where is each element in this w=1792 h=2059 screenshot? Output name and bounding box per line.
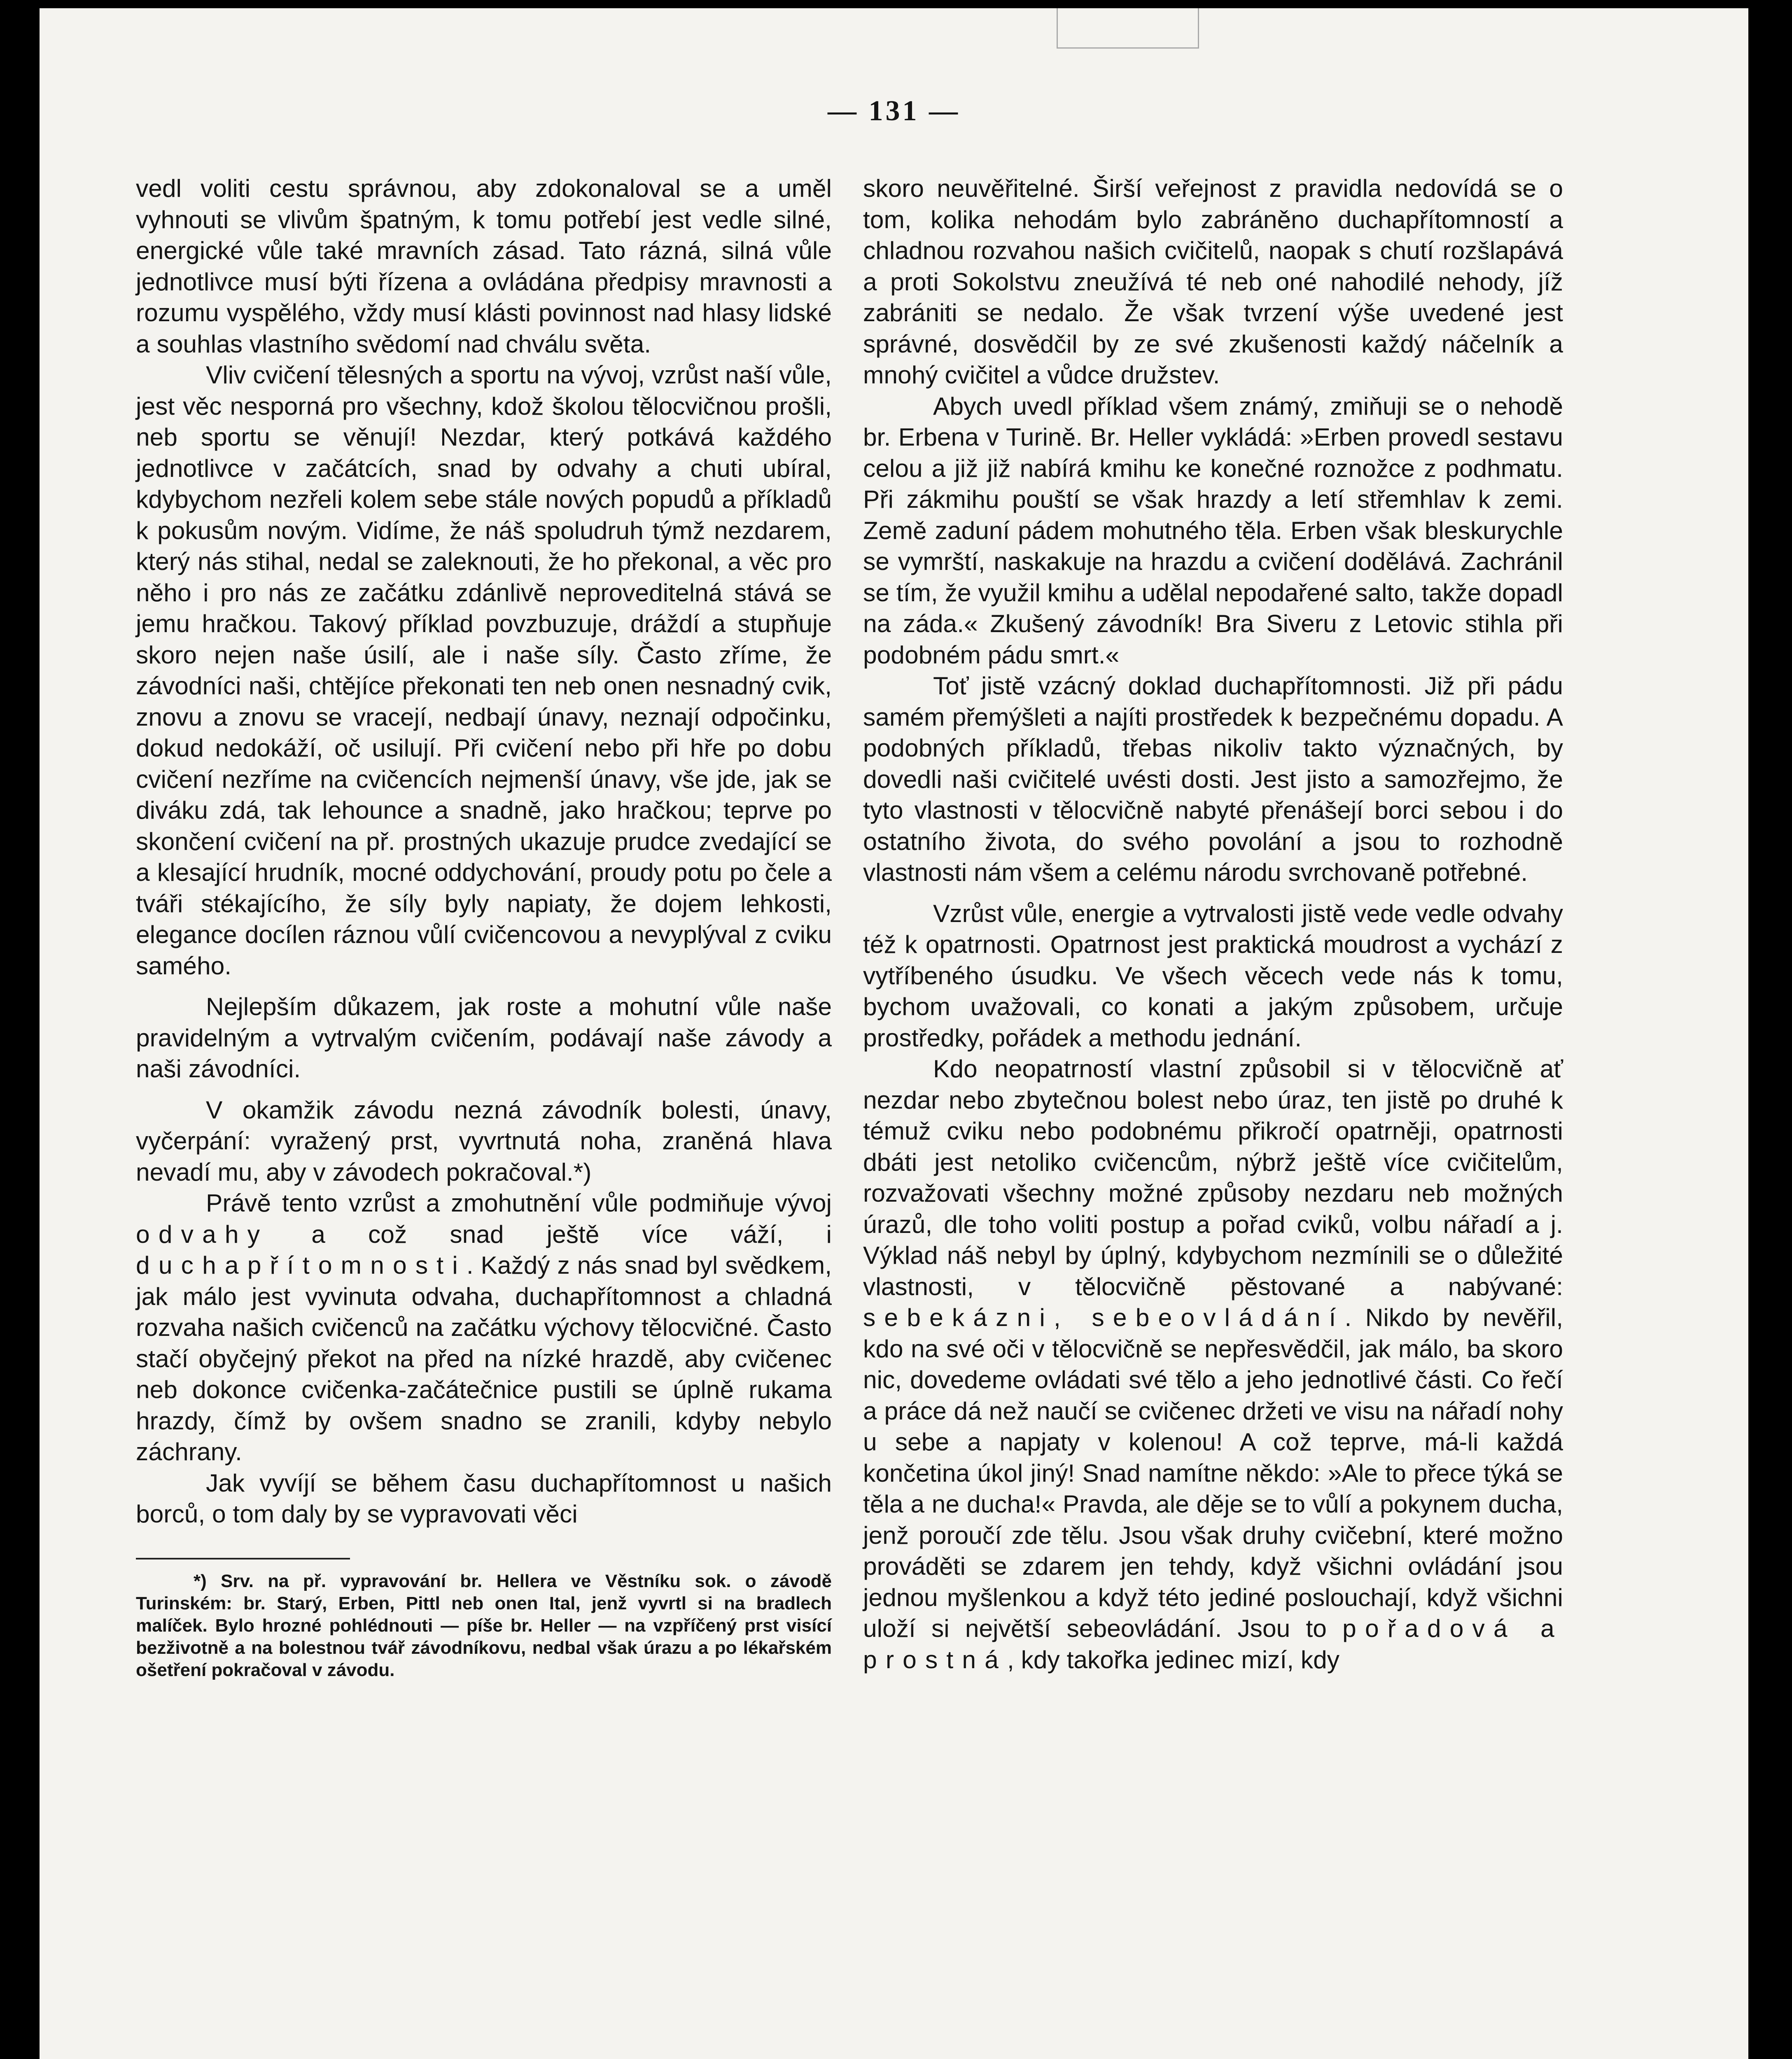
paragraph	[863, 1053, 1563, 1675]
page-number: — 131 —	[828, 95, 960, 127]
paragraph	[136, 1188, 832, 1468]
scanned-page	[40, 8, 1748, 2059]
text-run: Právě tento vzrůst a zmohutnění vůle podmiňuje vývoj	[206, 1189, 832, 1217]
spaced-emphasis: sebekázni, sebeovládání	[863, 1303, 1345, 1331]
footnote-rule	[136, 1558, 350, 1559]
paragraph: Toť jistě vzácný doklad duchapřítomnosti. Již při pádu samém přemýšleti a najíti prostředek k bezpečnému dopadu. A podobných příkladů, třebas nikoliv takto význačných, by dovedli naši cvičitelé uvésti dosti. Jest jisto a samozřejmo, že tyto vlastnosti v tělocvičně nabyté přenášejí borci sebou i do ostatního života, do svého povolání a jsou to rozhodně vlastnosti nám všem a celému národu svrchovaně potřebné.	[863, 672, 1563, 886]
paragraph: Vzrůst vůle, energie a vytrvalosti jistě vede vedle odvahy též k opatrnosti. Opatrnost jest praktická moudrost a vychází z vytříbeného úsudku. Ve všech věcech vede nás k tomu, bychom uvažovali, co konati a jakým způsobem, určuje prostředky, pořádek a methodu jednání.	[863, 899, 1563, 1052]
paragraph: skoro neuvěřitelné. Širší veřejnost z pravidla nedovídá se o tom, kolika nehodám bylo zabráněno duchapřítomností a chladnou rozvahou našich cvičitelů, naopak s chutí rozšlapává a proti Sokolstvu zneužívá té neb oné nahodilé nehody, jíž zabrániti se nedalo. Že však tvrzení výše uvedené jest správné, dosvědčil by ze své zkušenosti každý náčelník a mnohý cvičitel a vůdce družstev.	[863, 174, 1563, 389]
library-stamp	[1057, 8, 1199, 49]
paragraph: Jak vyvíjí se během času duchapřítomnost u našich borců, o tom daly by se vypravovati věci	[136, 1468, 832, 1528]
spaced-emphasis: duchapřítomnosti	[136, 1251, 467, 1279]
paragraph: Vliv cvičení tělesných a sportu na vývoj, vzrůst naší vůle, jest věc nesporná pro všechny, kdož školou tělocvičnou prošli, neb sportu se věnují! Nezdar, který potkává každého jednotlivce v začátcích, snad by odvahy a chuti ubíral, kdybychom nezřeli kolem sebe stále nových popudů a příkladů k pokusům novým. Vidíme, že náš spoludruh týmž nezdarem, který nás stihal, nedal se zaleknouti, že ho překonal, a věc pro něho i pro nás ze začátku zdánlivě neproveditelná stává se jemu hračkou. Takový příklad povzbuzuje, dráždí a stupňuje skoro nejen naše úsilí, ale i naše síly. Často zříme, že závodníci naši, chtějíce překonati ten neb onen nesnadný cvik, znovu a znovu se vracejí, nedbají únavy, neznají odpočinku, dokud nedokáží, oč usilují. Při cvičení nebo při hře po dobu cvičení nezříme na cvičencích nejmenší únavy, vše jde, jak se diváku zdá, tak lehounce a snadně, jako hračkou; teprve po skončení cvičení na př. prostných ukazuje prudce zvedající se a klesající hrudník, mocné oddychování, proudy potu po čele a tváři stékajícího, že síly byly napiaty, že dojem lehkosti, elegance docílen ráznou vůlí cvičencovou a nevyplýval z cviku samého.	[136, 361, 832, 980]
spaced-emphasis: odvahy	[136, 1220, 269, 1248]
text-run: Kdo neopatrností vlastní způsobil si v tělocvičně ať nezdar nebo zbytečnou bolest nebo úraz, ten jistě po druhé k témuž cviku nebo podobnému přikročí opatrněji, opatrnosti dbáti jest netoliko cvičencům, nýbrž ještě více cvičitelům, rozvažovati všechny možné způsoby nezdaru neb možných úrazů, dle toho voliti postup a pořad cviků, volbu nářadí a j. Výklad náš nebyl by úplný, kdybychom nezmínili se o důležité vlastnosti, v tělocvičně pěstované a nabývané:	[863, 1055, 1563, 1300]
right-column	[863, 173, 1563, 1675]
text-run: , kdy takořka jedinec mizí, kdy	[1007, 1645, 1340, 1674]
text-run: . Nikdo by nevěřil, kdo na své oči v tělocvičně se nepřesvědčil, jak málo, ba skoro nic, dovedeme ovládati své tělo a jeho jednotlivé části. Co řečí a práce dá než naučí se cvičenec držeti ve visu na nářadí nohy u sebe a napjaty v kolenou! A což teprve, má-li každá končetina úkol jiný! Snad namítne někdo: »Ale to přece týká se těla a ne ducha!« Pravda, ale děje se to vůlí a pokynem ducha, jenž poroučí zde tělu. Jsou však druhy cvičební, které možno prováděti se zdarem jen tehdy, když všichni ovládání jsou jednou myšlenkou a když této jediné poslouchají, když všichni uloží si největší sebeovládání. Jsou to	[863, 1303, 1563, 1642]
left-column	[136, 173, 832, 1681]
paragraph: Nejlepším důkazem, jak roste a mohutní vůle naše pravidelným a vytrvalým cvičením, podávají naše závody a naši závodníci.	[136, 992, 832, 1083]
paragraph: vedl voliti cestu správnou, aby zdokonaloval se a uměl vyhnouti se vlivům špatným, k tomu potřebí jest vedle silné, energické vůle také mravních zásad. Tato rázná, silná vůle jednotlivce musí býti řízena a ovládána předpisy mravnosti a rozumu vyspělého, vždy musí klásti povinnost nad hlasy lidské a souhlas vlastního svědomí nad chválu světa.	[136, 174, 832, 358]
footnote: *) Srv. na př. vypravování br. Hellera ve Věstníku sok. o závodě Turinském: br. Starý, Erben, Pittl neb onen Ital, jenž vyvrtl si na bradlech malíček. Bylo hrozné pohlédnouti — píše br. Heller — na vzpříčený prst visící bezživotně a na bolestnou tvář závodníkovu, nedbal však úrazu a po lékařském ošetření pokračoval v závodu.	[136, 1571, 832, 1680]
spaced-emphasis: pořadová a prostná	[863, 1614, 1563, 1674]
paragraph: Abych uvedl příklad všem známý, zmiňuji se o nehodě br. Erbena v Turině. Br. Heller vykládá: »Erben provedl sestavu celou a již již nabírá kmihu ke konečné roznožce z podhmatu. Při zákmihu pouští se však hrazdy a letí střemhlav k zemi. Země zaduní pádem mohutného těla. Erben však bleskurychle se vymrští, naskakuje na hrazdu a cvičení dodělává. Zachránil se tím, že využil kmihu a udělal nepodařené salto, takže dopadl na záda.« Zkušený závodník! Bra Siveru z Letovic stihla při podobném pádu smrt.«	[863, 392, 1563, 669]
text-run: a což snad ještě více váží, i	[268, 1220, 832, 1248]
text-run: . Každý z nás snad byl svědkem, jak málo jest vyvinuta odvaha, duchapřítomnost a chladná rozvaha našich cvičenců na začátku výchovy tělocvičné. Často stačí obyčejný překot na před na nízké hrazdě, aby cvičenec neb dokonce cvičenka-začátečnice pustili se úplně rukama hrazdy, čímž by ovšem snadno se zranili, kdyby nebylo záchrany.	[136, 1251, 832, 1466]
paragraph: V okamžik závodu nezná závodník bolesti, únavy, vyčerpání: vyražený prst, vyvrtnutá noha, zraněná hlava nevadí mu, aby v závodech pokračoval.*)	[136, 1095, 832, 1186]
